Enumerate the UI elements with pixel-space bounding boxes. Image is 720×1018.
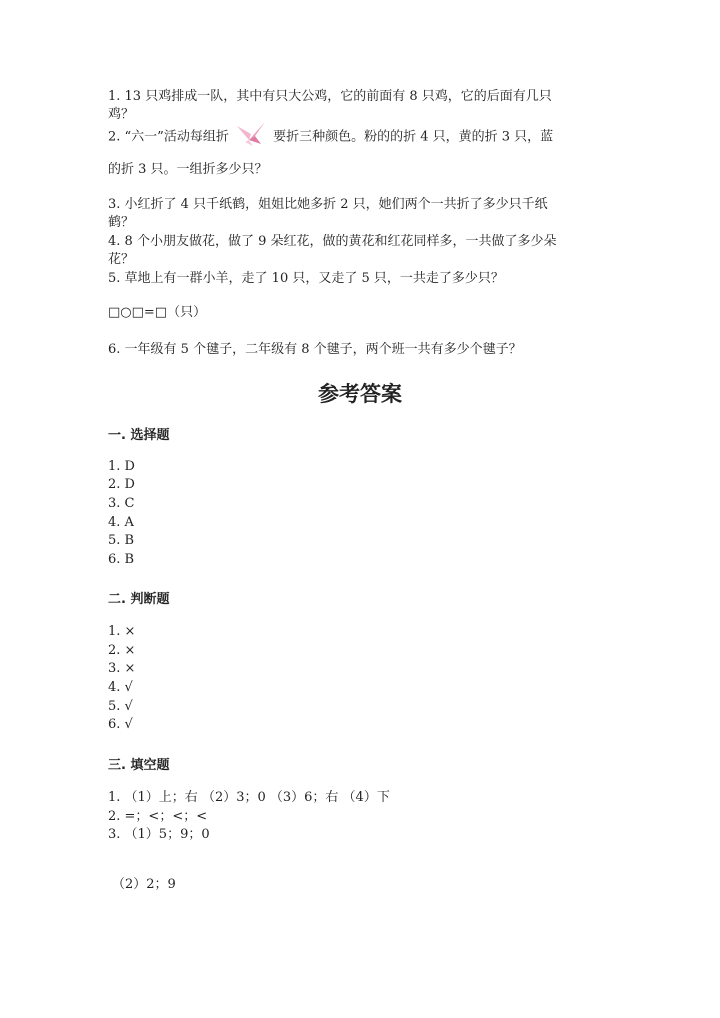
section-2-heading: 二. 判断题 <box>108 592 170 607</box>
question-2-line-2: 的折 3 只。一组折多少只？ <box>108 162 268 177</box>
section-1-item: 3. C <box>108 496 135 511</box>
section-2-item: 1. × <box>108 624 136 639</box>
section-2-item: 2. × <box>108 643 136 658</box>
question-4-line-1: 4. 8 个小朋友做花，做了 9 朵红花，做的黄花和红花同样多，一共做了多少朵 <box>108 234 557 249</box>
question-2-part-2: 要折三种颜色。粉的的折 4 只，黄的折 3 只，蓝 <box>273 129 554 145</box>
section-1-item: 5. B <box>108 533 135 548</box>
question-3-line-1: 3. 小红折了 4 只千纸鹤，姐姐比她多折 2 只，她们两个一共折了多少只千纸 <box>108 197 548 212</box>
question-1-line-1: 1. 13 只鸡排成一队，其中有只大公鸡，它的前面有 8 只鸡，它的后面有几只 <box>108 89 552 104</box>
question-2-line-1 <box>108 126 553 148</box>
answers-title: 参考答案 <box>318 382 402 406</box>
section-3-heading: 三. 填空题 <box>108 758 170 773</box>
section-1-item: 1. D <box>108 459 135 474</box>
question-5-formula: □○□=□（只） <box>108 305 207 320</box>
question-1-line-2: 鸡？ <box>108 107 135 122</box>
paper-crane-icon <box>235 118 267 148</box>
section-1-item: 4. A <box>108 515 134 530</box>
section-3-item: 2. =；<；<；< <box>108 809 208 824</box>
section-2-item: 5. √ <box>108 699 133 714</box>
question-6-line-1: 6. 一年级有 5 个毽子，二年级有 8 个毽子，两个班一共有多少个毽子？ <box>108 342 522 357</box>
section-3-item: （2）2；9 <box>112 877 176 892</box>
section-2-item: 6. √ <box>108 717 133 732</box>
section-3-item: 3. （1）5；9；0 <box>108 827 210 842</box>
question-2-part-1: 2. “六一”活动每组折 <box>108 129 229 145</box>
section-2-item: 3. × <box>108 661 136 676</box>
section-1-item: 2. D <box>108 477 135 492</box>
question-5-line-1: 5. 草地上有一群小羊，走了 10 只，又走了 5 只，一共走了多少只？ <box>108 271 504 286</box>
question-4-line-2: 花？ <box>108 252 135 267</box>
question-3-line-2: 鹤？ <box>108 215 135 230</box>
section-1-heading: 一. 选择题 <box>108 428 170 443</box>
section-1-item: 6. B <box>108 552 135 567</box>
section-2-item: 4. √ <box>108 680 133 695</box>
section-3-item: 1. （1）上；右 （2）3；0 （3）6；右 （4）下 <box>108 790 390 805</box>
